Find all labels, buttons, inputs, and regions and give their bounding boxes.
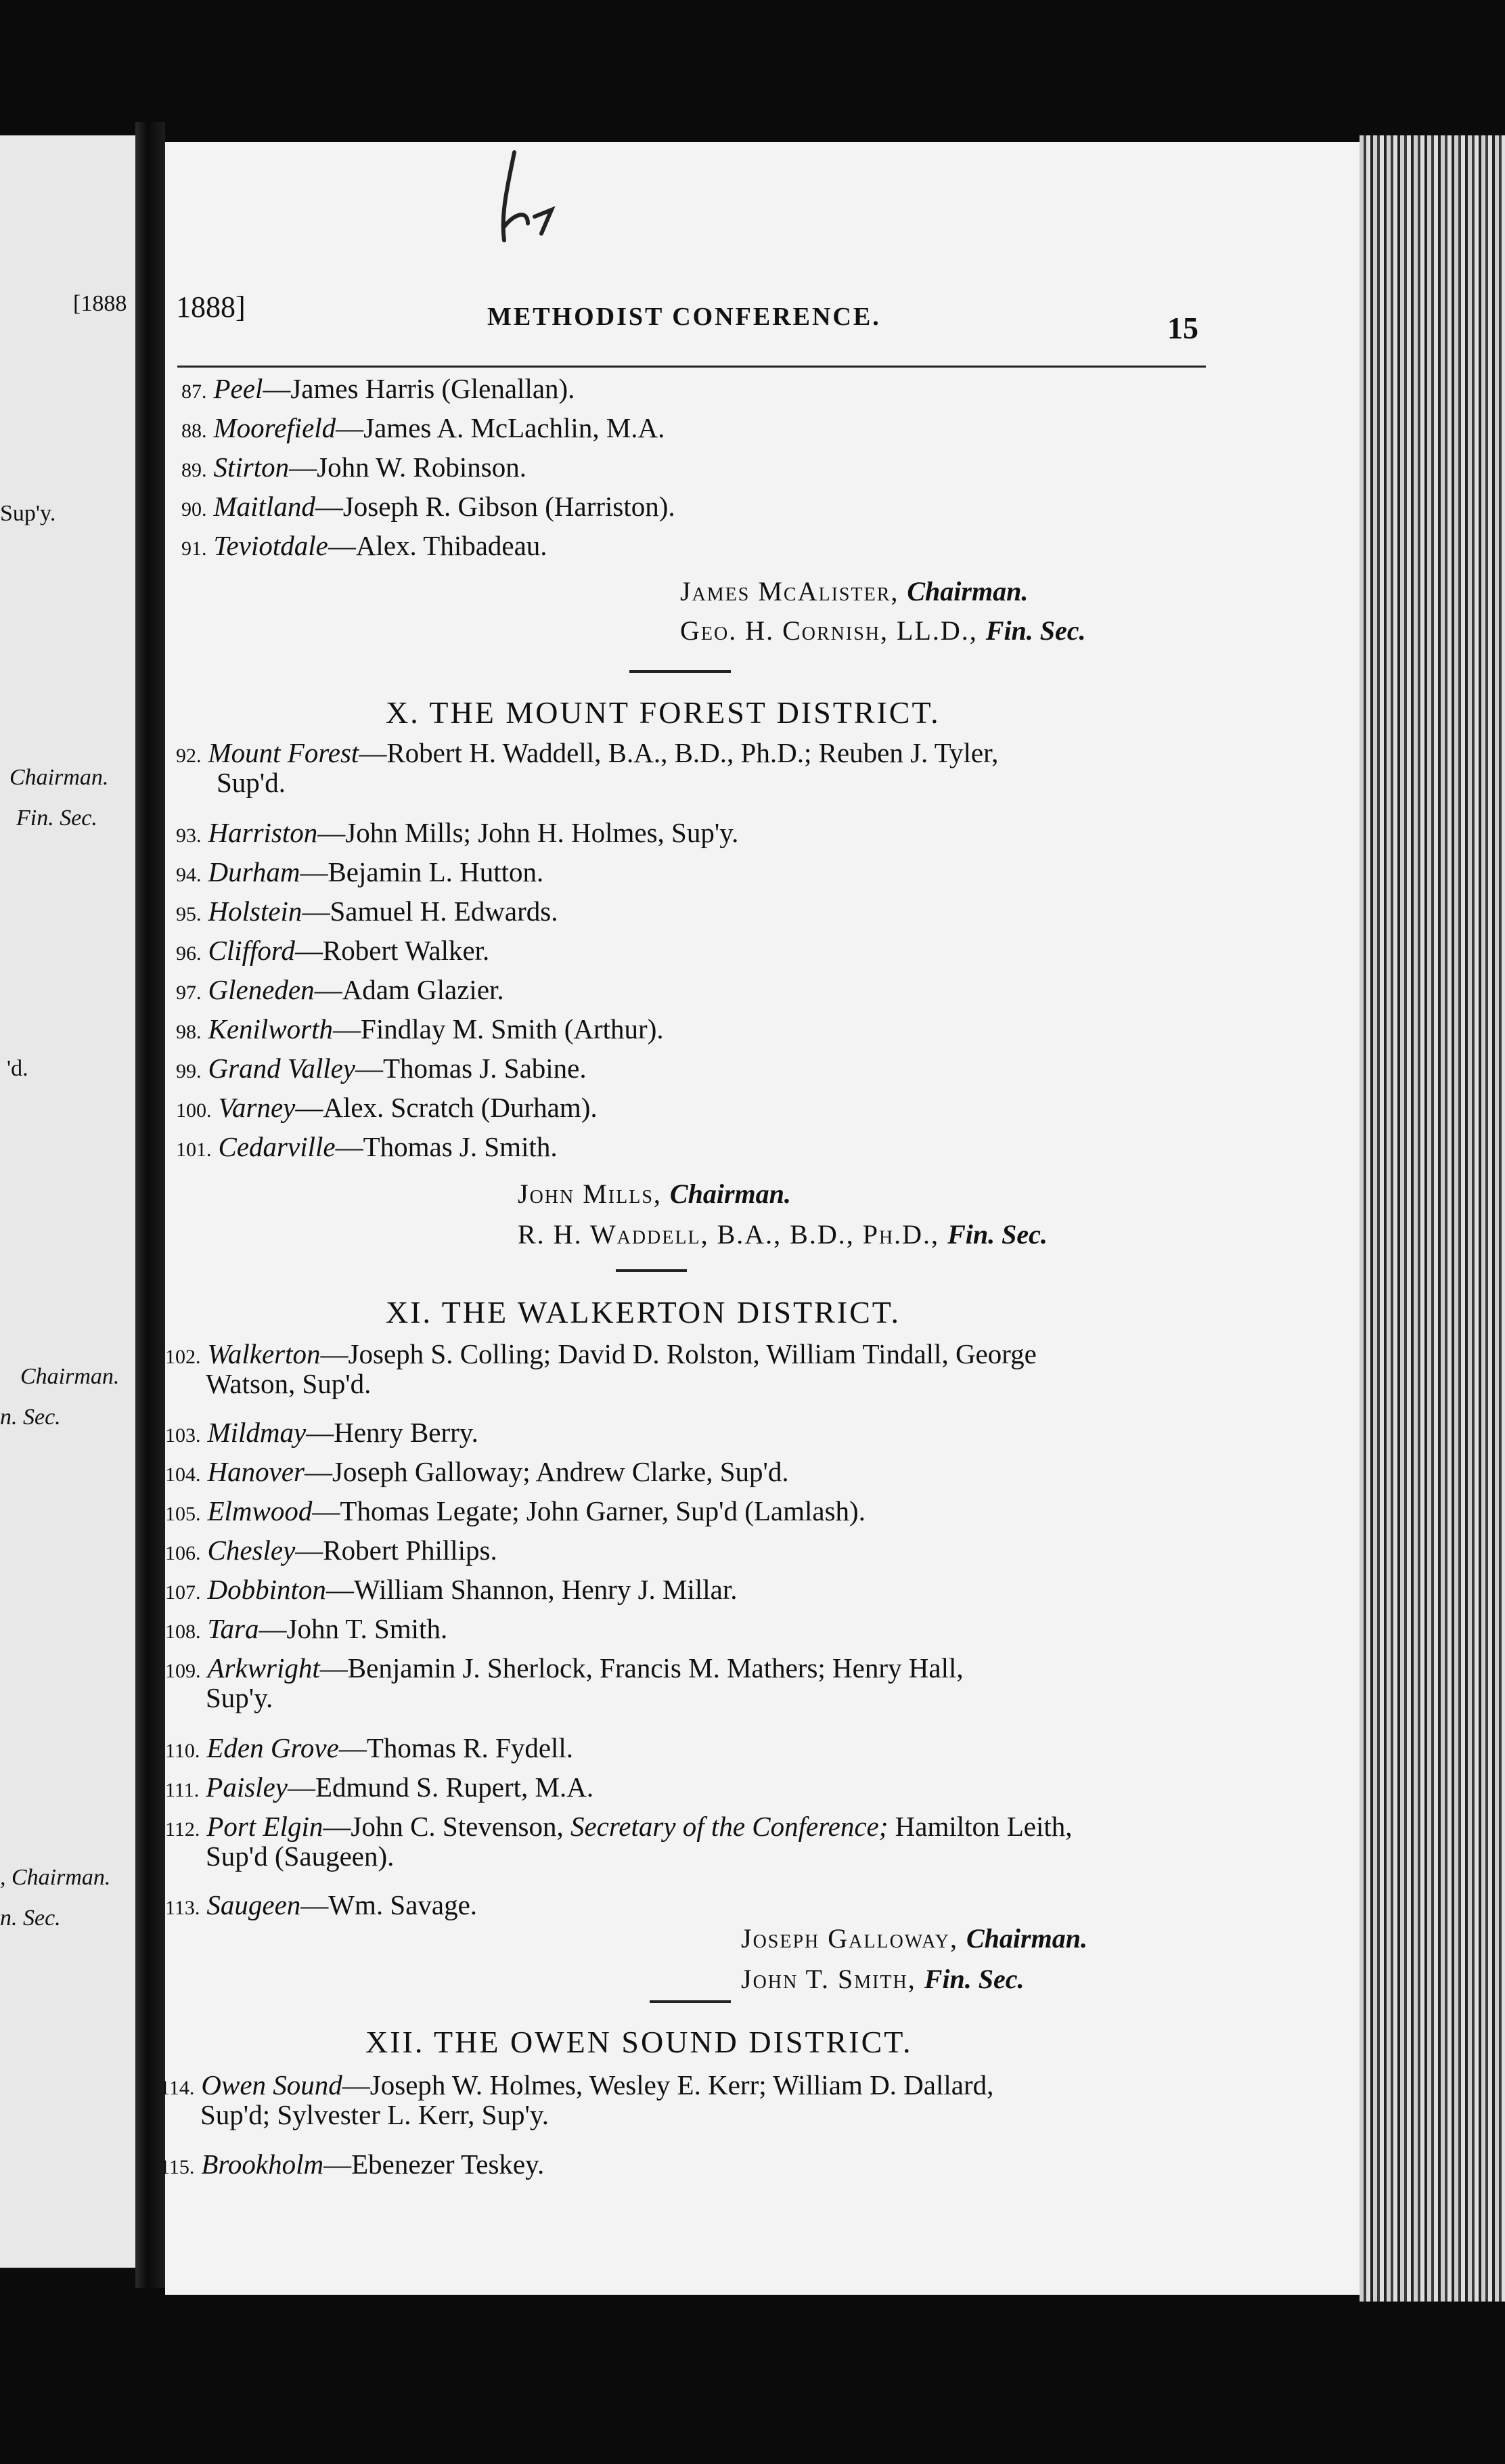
book-gutter	[135, 122, 165, 2288]
ministers-continued: Hamilton Leith,	[888, 1811, 1073, 1842]
page-number: 15	[1167, 311, 1198, 345]
circuit-name: Harriston	[208, 817, 318, 848]
entry-district-9	[181, 531, 547, 564]
entry-district-11	[165, 1733, 573, 1766]
pencil-mark-icon	[487, 146, 562, 247]
entry-district-10	[176, 1053, 587, 1086]
entry-district-10	[176, 1014, 664, 1047]
chairman-line	[680, 575, 1028, 607]
entry-number: 106.	[165, 1542, 201, 1564]
circuit-name: Clifford	[208, 935, 295, 966]
entry-number: 95.	[176, 903, 202, 925]
circuit-name: Stirton	[213, 452, 290, 483]
entry-number: 93.	[176, 824, 202, 847]
running-title: METHODIST CONFERENCE.	[487, 303, 881, 331]
ministers: —Robert H. Waddell, B.A., B.D., Ph.D.; Reuben J. Tyler,	[359, 737, 999, 768]
entry-number: 90.	[181, 498, 207, 521]
circuit-name: Holstein	[208, 896, 302, 927]
entry-district-11	[165, 1890, 477, 1923]
entry-district-12	[160, 2149, 544, 2182]
ministers: —Bejamin L. Hutton.	[300, 856, 544, 887]
circuit-name: Mildmay	[207, 1417, 307, 1448]
ministers: —Joseph W. Holmes, Wesley E. Kerr; William D. Dallard,	[342, 2069, 994, 2100]
entry-district-9	[181, 491, 675, 525]
entry-district-11	[165, 1457, 789, 1490]
entry-district-9	[181, 452, 526, 485]
entry-district-9	[181, 374, 575, 407]
left-page-fragment: Chairman.	[20, 1364, 120, 1389]
ministers: —Thomas J. Sabine.	[355, 1053, 587, 1084]
left-page-fragment: n. Sec.	[0, 1906, 61, 1931]
circuit-name: Cedarville	[218, 1131, 336, 1162]
circuit-name: Elmwood	[207, 1495, 313, 1526]
ministers: —Joseph Galloway; Andrew Clarke, Sup'd.	[304, 1456, 789, 1487]
chairman-line	[518, 1178, 791, 1210]
office-title: Secretary of the Conference;	[570, 1811, 889, 1842]
ministers: —Alex. Scratch (Durham).	[295, 1092, 598, 1123]
header-rule	[177, 366, 1206, 368]
circuit-name: Tara	[207, 1613, 259, 1644]
entry-number: 94.	[176, 864, 202, 886]
ministers: —Robert Walker.	[294, 935, 490, 966]
entry-district-9	[181, 413, 665, 446]
entry-district-11	[165, 1575, 738, 1608]
entry-number: 108.	[165, 1621, 201, 1643]
circuit-name: Eden Grove	[206, 1732, 339, 1763]
ministers: —William Shannon, Henry J. Millar.	[325, 1574, 738, 1605]
circuit-name: Dobbinton	[207, 1574, 326, 1605]
circuit-name: Grand Valley	[208, 1053, 355, 1084]
circuit-name: Kenilworth	[208, 1013, 334, 1044]
ministers: —Robert Phillips.	[295, 1535, 497, 1566]
circuit-name: Peel	[213, 373, 263, 404]
entry-number: 91.	[181, 537, 207, 560]
entry-district-10	[176, 975, 504, 1008]
entry-number: 88.	[181, 420, 207, 442]
left-page-margin	[0, 135, 135, 2268]
ministers: —James Harris (Glenallan).	[263, 373, 575, 404]
entry-district-10	[176, 896, 558, 929]
entry-district-11	[165, 1772, 593, 1805]
circuit-name: Moorefield	[213, 412, 336, 443]
ministers: —John T. Smith.	[259, 1613, 448, 1644]
entry-number: 110.	[165, 1740, 200, 1762]
officer-name: Joseph Galloway,	[741, 1923, 966, 1954]
ministers: —Thomas Legate; John Garner, Sup'd (Lamlash).	[312, 1495, 866, 1526]
district-heading: X. THE MOUNT FOREST DISTRICT.	[386, 695, 941, 730]
ministers: —Samuel H. Edwards.	[302, 896, 558, 927]
officer-name: John T. Smith,	[741, 1964, 924, 1994]
entry-district-10	[176, 1132, 558, 1165]
entry-number: 107.	[165, 1581, 201, 1604]
left-page-fragment: Fin. Sec.	[16, 806, 97, 831]
circuit-name: Durham	[208, 856, 300, 887]
entry-district-11	[165, 1496, 866, 1529]
officer-name: R. H. Waddell, B.A., B.D., Ph.D.,	[518, 1219, 948, 1250]
circuit-name: Walkerton	[207, 1338, 321, 1369]
officer-role: Chairman.	[966, 1923, 1087, 1954]
circuit-name: Mount Forest	[208, 737, 359, 768]
entry-number: 100.	[176, 1099, 212, 1122]
ministers: —James A. McLachlin, M.A.	[336, 412, 665, 443]
entry-number: 102.	[165, 1346, 201, 1368]
ministers: —Henry Berry.	[306, 1417, 478, 1448]
entry-number: 99.	[176, 1060, 202, 1082]
entry-number: 87.	[181, 380, 207, 403]
section-rule	[616, 1269, 687, 1272]
left-page-fragment: , Chairman.	[0, 1865, 111, 1890]
circuit-name: Hanover	[207, 1456, 305, 1487]
left-page-fragment: Chairman.	[9, 765, 109, 790]
entry-number: 112.	[165, 1818, 200, 1841]
circuit-name: Paisley	[206, 1772, 288, 1803]
ministers: —Wm. Savage.	[300, 1889, 478, 1920]
officer-role: Fin. Sec.	[924, 1964, 1025, 1994]
left-page-fragment: [1888	[73, 291, 127, 316]
entry-number: 105.	[165, 1503, 201, 1525]
entry-number: 103.	[165, 1424, 201, 1447]
entry-number: 96.	[176, 942, 202, 965]
officer-role: Chairman.	[669, 1179, 791, 1209]
entry-continuation: Sup'd.	[217, 767, 286, 798]
entry-number: 97.	[176, 982, 202, 1004]
entry-district-11	[165, 1811, 1073, 1872]
officer-role: Chairman.	[907, 576, 1029, 607]
ministers: —Ebenezer Teskey.	[323, 2149, 545, 2180]
entry-district-11	[165, 1652, 964, 1713]
ministers: —Edmund S. Rupert, M.A.	[287, 1772, 594, 1803]
ministers: —Alex. Thibadeau.	[328, 530, 547, 561]
ministers: —Adam Glazier.	[314, 974, 504, 1005]
circuit-name: Gleneden	[208, 974, 315, 1005]
officer-role: Fin. Sec.	[947, 1219, 1048, 1250]
left-page-fragment: 'd.	[7, 1056, 28, 1081]
header-year: 1888]	[176, 290, 246, 324]
circuit-name: Chesley	[207, 1535, 296, 1566]
entry-district-11	[165, 1338, 1037, 1399]
entry-number: 113.	[165, 1897, 200, 1919]
entry-district-11	[165, 1535, 497, 1568]
entry-number: 115.	[160, 2156, 195, 2178]
officer-name: Geo. H. Cornish, LL.D.,	[680, 615, 986, 646]
entry-district-11	[165, 1417, 478, 1451]
entry-number: 109.	[165, 1660, 201, 1682]
ministers: —John Mills; John H. Holmes, Sup'y.	[317, 817, 739, 848]
ministers: —Benjamin J. Sherlock, Francis M. Mathers; Henry Hall,	[319, 1652, 964, 1684]
ministers: —Findlay M. Smith (Arthur).	[333, 1013, 664, 1044]
circuit-name: Maitland	[213, 491, 315, 522]
section-rule	[629, 670, 731, 673]
entry-number: 111.	[165, 1779, 200, 1801]
ministers: —Thomas J. Smith.	[335, 1131, 558, 1162]
entry-number: 92.	[176, 745, 202, 767]
officer-name: James McAlister,	[680, 576, 907, 607]
circuit-name: Port Elgin	[206, 1811, 323, 1842]
circuit-name: Saugeen	[206, 1889, 301, 1920]
entry-continuation: Sup'd (Saugeen).	[206, 1841, 395, 1872]
circuit-name: Arkwright	[207, 1652, 320, 1684]
chairman-line	[741, 1922, 1087, 1954]
ministers: —John W. Robinson.	[289, 452, 526, 483]
entry-continuation: Watson, Sup'd.	[206, 1368, 372, 1399]
left-page-fragment: n. Sec.	[0, 1405, 61, 1430]
circuit-name: Owen Sound	[201, 2069, 342, 2100]
entry-district-10	[176, 936, 489, 969]
entry-district-11	[165, 1614, 447, 1647]
circuit-name: Brookholm	[201, 2149, 324, 2180]
ministers: —Thomas R. Fydell.	[338, 1732, 574, 1763]
circuit-name: Varney	[218, 1092, 296, 1123]
secretary-line	[741, 1963, 1025, 1995]
officer-role: Fin. Sec.	[985, 615, 1086, 646]
entry-district-10	[176, 818, 738, 851]
entry-number: 98.	[176, 1021, 202, 1043]
district-heading: XI. THE WALKERTON DISTRICT.	[386, 1295, 901, 1329]
ministers: —John C. Stevenson,	[323, 1811, 570, 1842]
entry-number: 114.	[160, 2077, 195, 2099]
entry-number: 101.	[176, 1139, 212, 1161]
secretary-line	[518, 1218, 1048, 1250]
entry-district-10	[176, 857, 543, 890]
ministers: —Joseph S. Colling; David D. Rolston, William Tindall, George	[320, 1338, 1037, 1369]
entry-number: 104.	[165, 1464, 201, 1486]
secretary-line	[680, 615, 1086, 646]
entry-number: 89.	[181, 459, 207, 481]
entry-district-10	[176, 737, 999, 798]
entry-district-12	[160, 2069, 994, 2130]
entry-district-10	[176, 1093, 598, 1126]
entry-continuation: Sup'd; Sylvester L. Kerr, Sup'y.	[200, 2099, 549, 2130]
ministers: —Joseph R. Gibson (Harriston).	[315, 491, 675, 522]
district-heading: XII. THE OWEN SOUND DISTRICT.	[365, 2025, 913, 2059]
circuit-name: Teviotdale	[213, 530, 328, 561]
entry-continuation: Sup'y.	[206, 1682, 273, 1713]
left-page-fragment: Sup'y.	[0, 501, 56, 526]
page-edge	[1360, 135, 1505, 2302]
section-rule	[650, 2000, 731, 2003]
officer-name: John Mills,	[518, 1179, 670, 1209]
